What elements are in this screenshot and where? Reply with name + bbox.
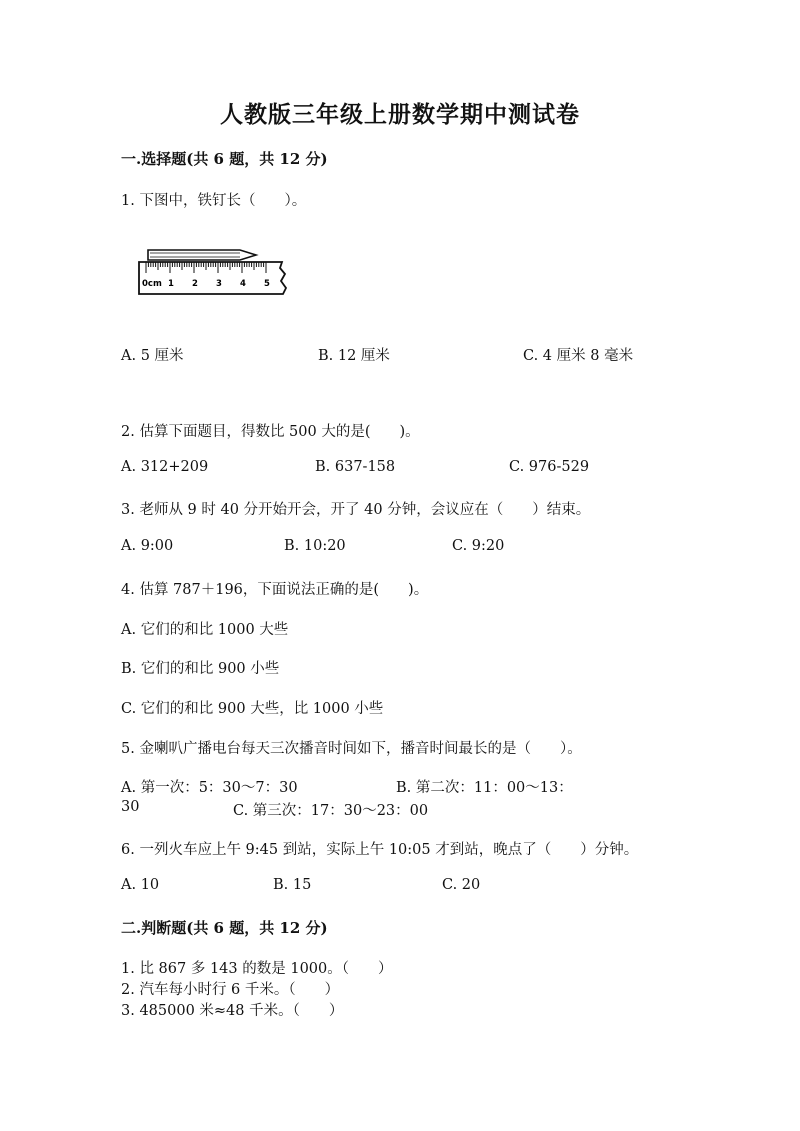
q4-option-b[interactable]: B. 它们的和比 900 小些: [121, 661, 280, 677]
nail-shape: [148, 250, 256, 260]
judge-item-3: 3. 485000 米≈48 千米。（ ）: [121, 1003, 344, 1019]
q3-option-c[interactable]: C. 9:20: [452, 538, 505, 554]
q6-option-b[interactable]: B. 15: [273, 877, 312, 893]
ruler-label-5: 5: [264, 279, 270, 289]
q4-option-a[interactable]: A. 它们的和比 1000 大些: [121, 622, 289, 638]
q3-option-a[interactable]: A. 9:00: [121, 538, 174, 554]
question-4: 4. 估算 787＋196，下面说法正确的是( )。: [121, 582, 429, 598]
q2-option-b[interactable]: B. 637-158: [315, 459, 396, 475]
nail-ruler-svg: [136, 244, 296, 300]
judge-item-1: 1. 比 867 多 143 的数是 1000。（ ）: [121, 961, 393, 977]
section-judge-heading: 二.判断题(共 6 题，共 12 分): [121, 919, 328, 937]
ruler-label-3: 3: [216, 279, 222, 289]
q6-option-a[interactable]: A. 10: [121, 877, 160, 893]
q5-option-c[interactable]: C. 第三次：17：30～23：00: [233, 803, 429, 819]
q6-option-c[interactable]: C. 20: [442, 877, 481, 893]
q5-option-b[interactable]: B. 第二次：11：00～13：: [396, 780, 573, 796]
judge-item-2: 2. 汽车每小时行 6 千米。（ ）: [121, 982, 340, 998]
ruler-label-4: 4: [240, 279, 246, 289]
nail-ruler-figure: [136, 244, 296, 300]
q1-option-c[interactable]: C. 4 厘米 8 毫米: [523, 348, 634, 364]
question-3: 3. 老师从 9 时 40 分开始开会，开了 40 分钟，会议应在（ ）结束。: [121, 502, 591, 518]
question-5: 5. 金喇叭广播电台每天三次播音时间如下，播音时间最长的是（ ）。: [121, 741, 582, 757]
question-1: 1. 下图中，铁钉长（ ）。: [121, 193, 307, 209]
q3-option-b[interactable]: B. 10:20: [284, 538, 346, 554]
q5-option-a[interactable]: A. 第一次：5：30～7：30: [121, 780, 298, 796]
q4-option-c[interactable]: C. 它们的和比 900 大些，比 1000 小些: [121, 701, 384, 717]
ruler-label-0: 0cm: [142, 279, 162, 289]
ruler-label-2: 2: [192, 279, 198, 289]
q1-option-a[interactable]: A. 5 厘米: [121, 348, 184, 364]
q5-option-b-continued: 30: [121, 799, 140, 815]
q2-option-c[interactable]: C. 976-529: [509, 459, 590, 475]
q1-option-b[interactable]: B. 12 厘米: [318, 348, 390, 364]
ruler-label-1: 1: [168, 279, 174, 289]
q2-option-a[interactable]: A. 312+209: [121, 459, 209, 475]
question-6: 6. 一列火车应上午 9:45 到站，实际上午 10:05 才到站，晚点了（ ）分钟。: [121, 842, 639, 858]
section-choice-heading: 一.选择题(共 6 题，共 12 分): [121, 150, 328, 168]
question-2: 2. 估算下面题目，得数比 500 大的是( )。: [121, 424, 420, 440]
page-title: 人教版三年级上册数学期中测试卷: [220, 101, 580, 128]
